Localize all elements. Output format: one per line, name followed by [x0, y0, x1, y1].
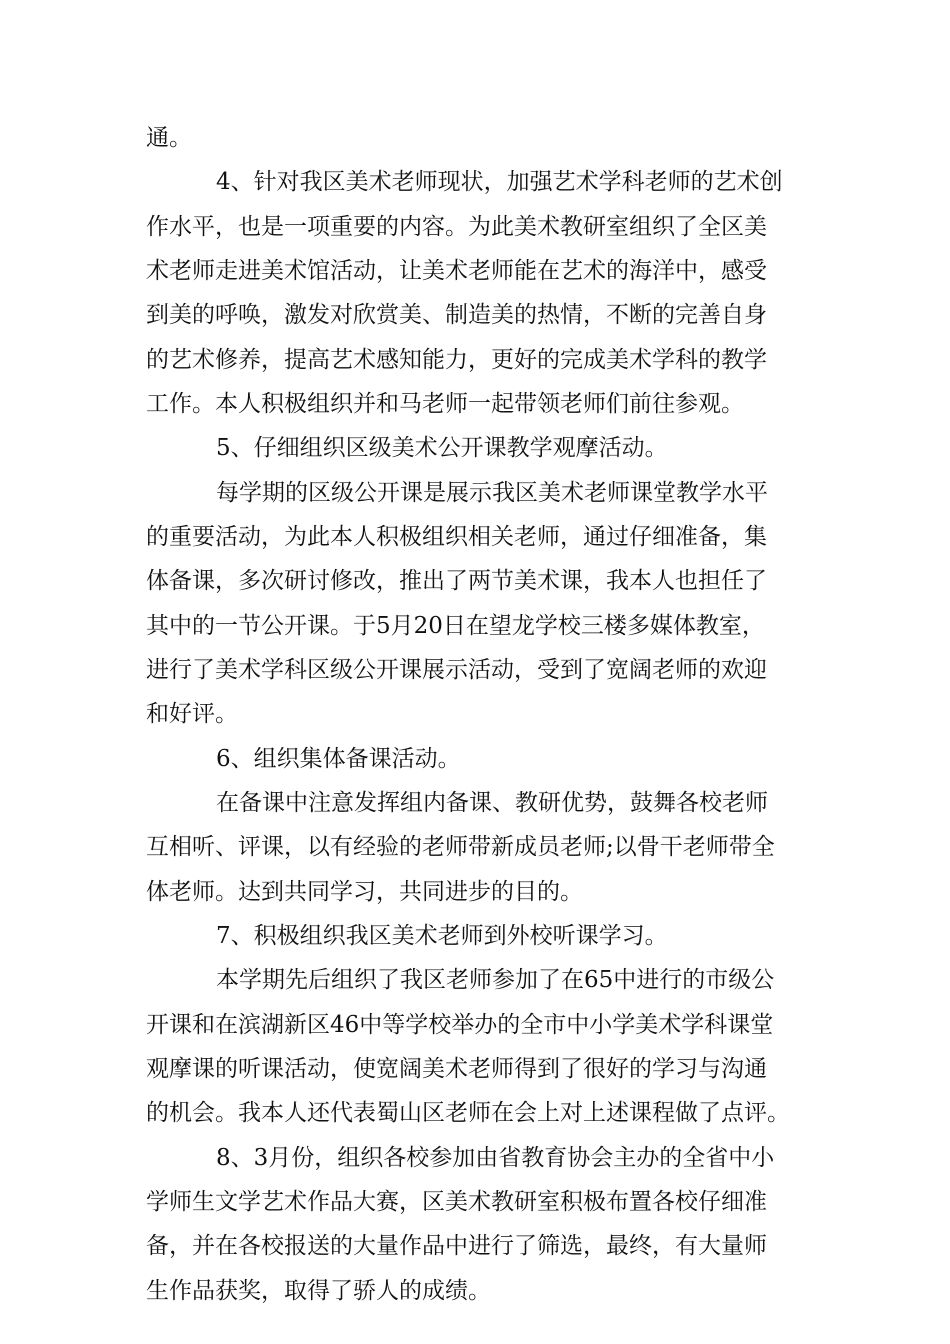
- text-line: 8、3月份，组织各校参加由省教育协会主办的全省中小: [216, 1145, 775, 1171]
- text-line: 本学期先后组织了我区老师参加了在65中进行的市级公: [216, 967, 775, 993]
- text-line: 作水平，也是一项重要的内容。为此美术教研室组织了全区美: [146, 214, 767, 240]
- text-line: 观摩课的听课活动，使宽阔美术老师得到了很好的学习与沟通: [146, 1056, 767, 1082]
- text-line: 和好评。: [146, 701, 238, 727]
- text-line: 工作。本人积极组织并和马老师一起带领老师们前往参观。: [146, 391, 744, 417]
- text-line: 学师生文学艺术作品大赛，区美术教研室积极布置各校仔细准: [146, 1189, 767, 1215]
- text-line: 4、针对我区美术老师现状，加强艺术学科老师的艺术创: [216, 169, 783, 195]
- text-line: 其中的一节公开课。于5月20日在望龙学校三楼多媒体教室，: [146, 613, 765, 639]
- text-line: 到美的呼唤，激发对欣赏美、制造美的热情，不断的完善自身: [146, 302, 767, 328]
- text-line: 在备课中注意发挥组内备课、教研优势，鼓舞各校老师: [216, 790, 768, 816]
- text-line: 的机会。我本人还代表蜀山区老师在会上对上述课程做了点评。: [146, 1100, 790, 1126]
- text-line: 的重要活动，为此本人积极组织相关老师，通过仔细准备，集: [146, 524, 767, 550]
- text-line: 备，并在各校报送的大量作品中进行了筛选，最终，有大量师: [146, 1233, 767, 1259]
- text-line: 6、组织集体备课活动。: [216, 746, 461, 772]
- text-line: 7、积极组织我区美术老师到外校听课学习。: [216, 923, 668, 949]
- text-line: 体老师。达到共同学习，共同进步的目的。: [146, 879, 583, 905]
- text-line: 进行了美术学科区级公开课展示活动，受到了宽阔老师的欢迎: [146, 657, 767, 683]
- text-line: 通。: [146, 125, 192, 151]
- text-line: 体备课，多次研讨修改，推出了两节美术课，我本人也担任了: [146, 568, 767, 594]
- text-line: 每学期的区级公开课是展示我区美术老师课堂教学水平: [216, 480, 768, 506]
- text-line: 开课和在滨湖新区46中等学校举办的全市中小学美术学科课堂: [146, 1012, 774, 1038]
- text-line: 的艺术修养，提高艺术感知能力，更好的完成美术学科的教学: [146, 347, 767, 373]
- text-line: 5、仔细组织区级美术公开课教学观摩活动。: [216, 435, 668, 461]
- text-line: 互相听、评课，以有经验的老师带新成员老师;以骨干老师带全: [146, 834, 775, 860]
- text-line: 术老师走进美术馆活动，让美术老师能在艺术的海洋中，感受: [146, 258, 767, 284]
- text-line: 生作品获奖，取得了骄人的成绩。: [146, 1278, 491, 1304]
